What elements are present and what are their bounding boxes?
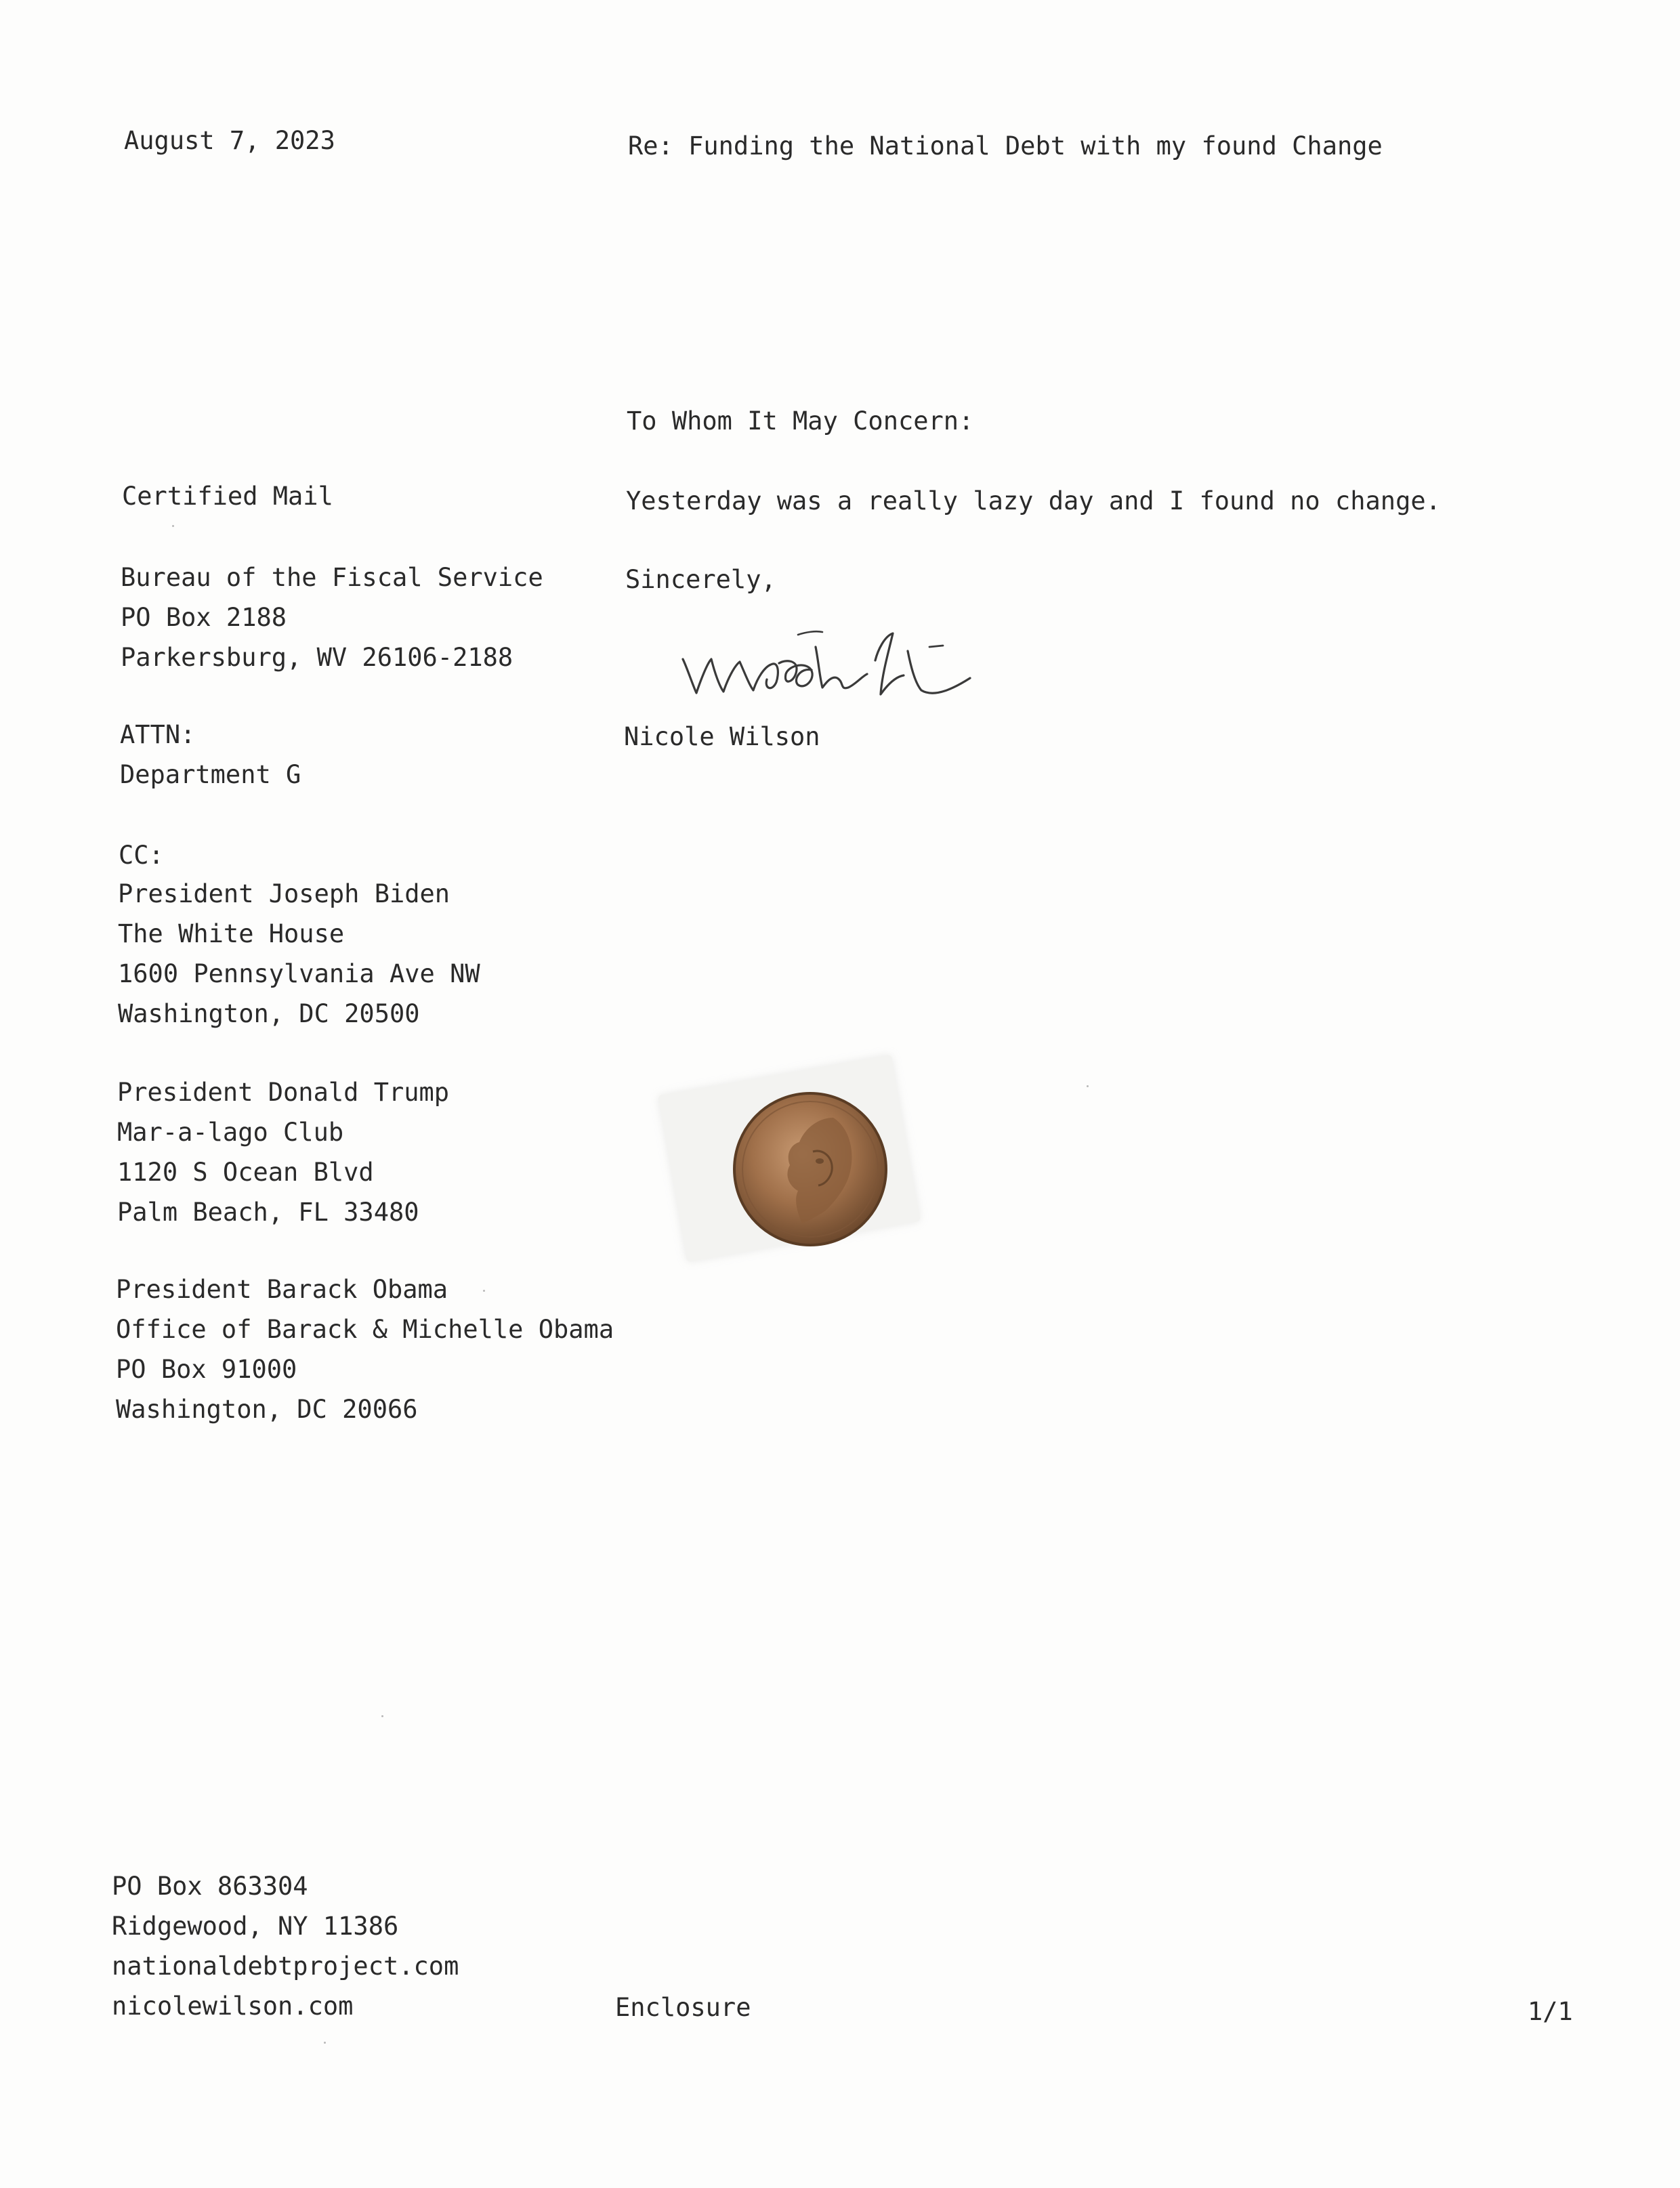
handwritten-signature bbox=[677, 620, 1016, 711]
footer-line: PO Box 863304 bbox=[112, 1872, 308, 1901]
cc-line: President Barack Obama bbox=[116, 1275, 448, 1304]
salutation: To Whom It May Concern: bbox=[627, 406, 974, 436]
letter-closing: Sincerely, bbox=[625, 565, 776, 594]
attn-line: Department G bbox=[120, 760, 301, 789]
delivery-method: Certified Mail bbox=[122, 482, 333, 511]
cc-line: 1600 Pennsylvania Ave NW bbox=[118, 959, 480, 988]
scan-speck bbox=[483, 1290, 485, 1292]
recipient-line: Bureau of the Fiscal Service bbox=[121, 563, 543, 592]
cc-label: CC: bbox=[119, 841, 164, 870]
scan-speck bbox=[381, 1715, 383, 1717]
cc-recipient-obama bbox=[116, 1269, 614, 1429]
letter-date: August 7, 2023 bbox=[124, 126, 335, 155]
cc-line: Washington, DC 20500 bbox=[118, 999, 420, 1028]
page-number: 1/1 bbox=[1528, 1997, 1573, 2026]
enclosure-label: Enclosure bbox=[615, 1993, 751, 2022]
footer-address bbox=[112, 1866, 459, 2026]
scan-speck bbox=[324, 2042, 326, 2044]
cc-line: Palm Beach, FL 33480 bbox=[117, 1198, 419, 1227]
recipient-line: Parkersburg, WV 26106-2188 bbox=[121, 643, 513, 672]
signer-name: Nicole Wilson bbox=[624, 722, 820, 751]
penny-coin-icon bbox=[732, 1091, 889, 1248]
scan-speck bbox=[1087, 1085, 1089, 1087]
cc-line: Office of Barack & Michelle Obama bbox=[116, 1315, 614, 1344]
cc-recipient-trump bbox=[117, 1072, 449, 1232]
attention-block bbox=[120, 715, 301, 795]
cc-line: The White House bbox=[118, 919, 345, 948]
recipient-address bbox=[121, 557, 543, 677]
cc-line: 1120 S Ocean Blvd bbox=[117, 1158, 374, 1187]
footer-website: nationaldebtproject.com bbox=[112, 1952, 459, 1981]
attn-line: ATTN: bbox=[120, 720, 196, 749]
footer-website: nicolewilson.com bbox=[112, 1992, 354, 2021]
cc-recipient-biden bbox=[118, 874, 480, 1034]
subject-line: Re: Funding the National Debt with my found Change bbox=[628, 131, 1383, 161]
footer-line: Ridgewood, NY 11386 bbox=[112, 1912, 399, 1941]
cc-line: Washington, DC 20066 bbox=[116, 1395, 418, 1424]
letter-body: Yesterday was a really lazy day and I found no change. bbox=[626, 486, 1441, 516]
scan-speck bbox=[172, 525, 174, 527]
cc-line: Mar-a-lago Club bbox=[117, 1118, 344, 1147]
cc-line: PO Box 91000 bbox=[116, 1355, 297, 1384]
recipient-line: PO Box 2188 bbox=[121, 603, 287, 632]
cc-line: President Donald Trump bbox=[117, 1078, 450, 1107]
cc-line: President Joseph Biden bbox=[118, 879, 450, 908]
